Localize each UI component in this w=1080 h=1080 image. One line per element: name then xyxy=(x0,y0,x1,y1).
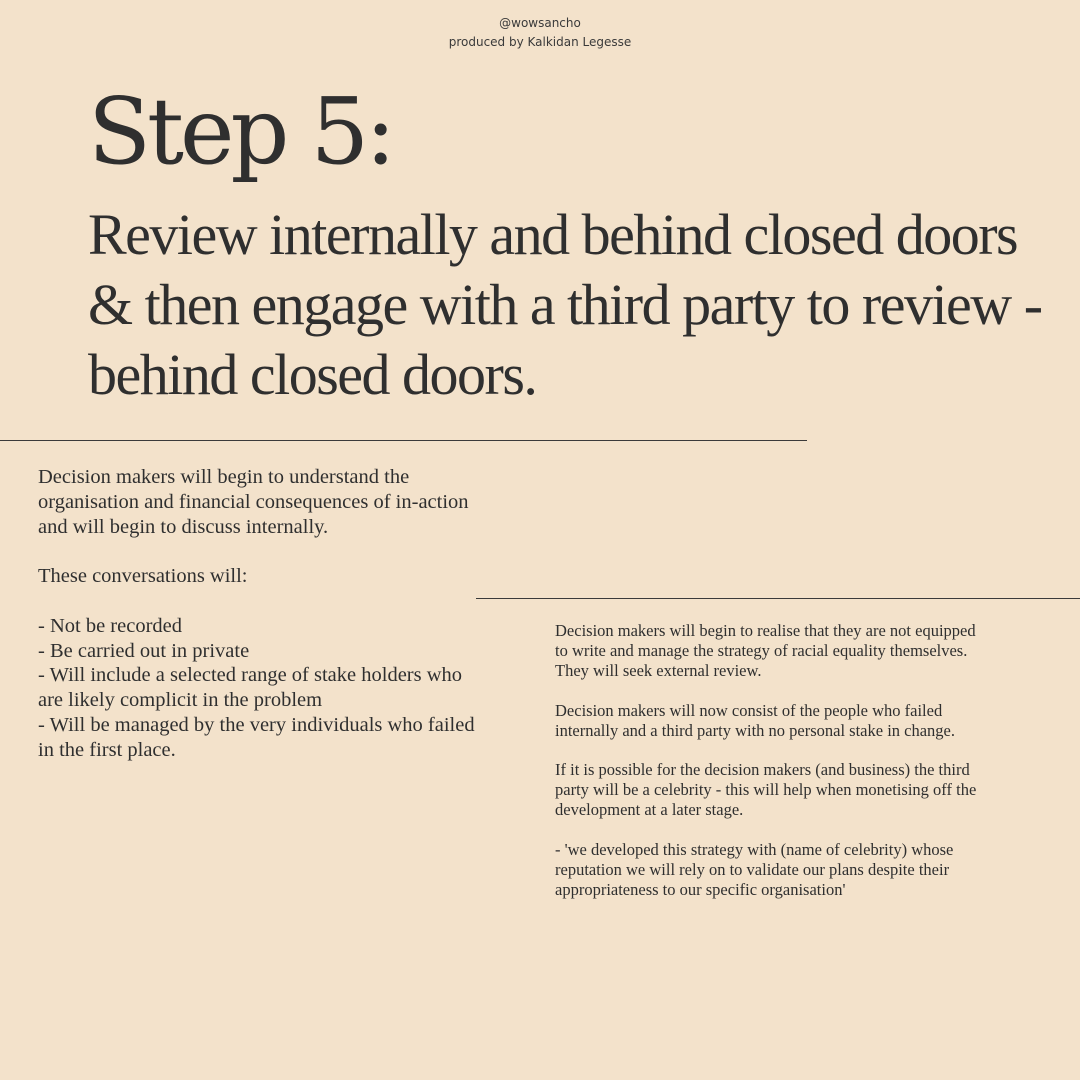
right-column xyxy=(555,621,985,900)
step-title: Step 5: xyxy=(88,78,393,185)
social-handle: @wowsancho xyxy=(499,16,581,30)
right-paragraph: Decision makers will now consist of the people who failed internally and a third party with no personal stake in change. xyxy=(555,700,956,740)
divider-left xyxy=(0,440,807,441)
list-item: - Will include a selected range of stake holders who are likely complicit in the problem xyxy=(38,664,463,712)
conversation-list xyxy=(38,614,488,763)
right-paragraph: Decision makers will begin to realise that they are not equipped to write and manage the strategy of racial equality themselves. They will seek external review. xyxy=(555,621,976,680)
right-paragraph: If it is possible for the decision makers (and business) the third party will be a celebrity - this will help when monetising off the development at a later stage. xyxy=(555,760,977,820)
list-item: - Will be managed by the very individuals who failed in the first place. xyxy=(38,713,475,761)
producer-credit: produced by Kalkidan Legesse xyxy=(448,35,632,49)
list-heading: These conversations will: xyxy=(38,565,248,588)
credits xyxy=(0,14,1080,52)
intro-paragraph: Decision makers will begin to understand the organisation and financial consequences of in-action and will begin to discuss internally. xyxy=(38,466,469,538)
list-item: - Not be recorded xyxy=(38,614,183,637)
list-item: - Be carried out in private xyxy=(38,639,250,662)
headline: Review internally and behind closed doors & then engage with a third party to review - behind closed doors. xyxy=(88,202,1042,407)
right-paragraph: - 'we developed this strategy with (name of celebrity) whose reputation we will rely on to validate our plans despite their appropriateness to our specific organisation' xyxy=(555,839,954,899)
divider-right xyxy=(476,598,1080,599)
left-column xyxy=(38,465,488,763)
